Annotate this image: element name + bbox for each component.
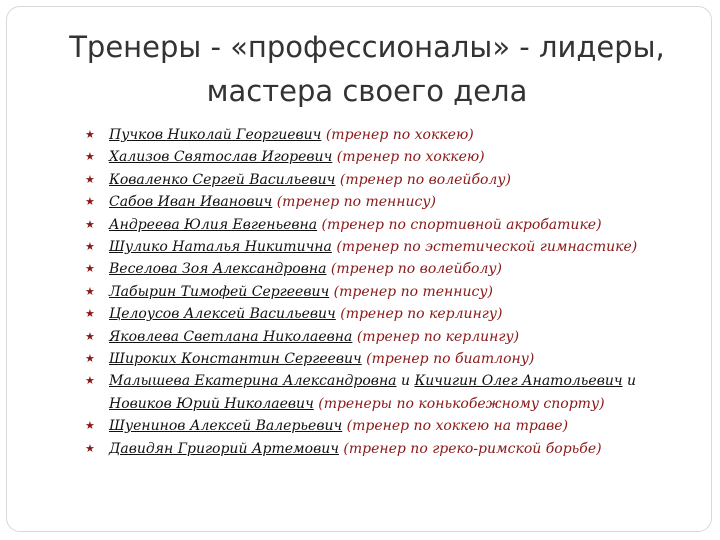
star-icon: ★ xyxy=(85,128,95,141)
slide-title xyxy=(47,25,687,113)
coach-sport: (тренер по хоккею на траве) xyxy=(342,418,569,435)
name-joiner: и xyxy=(396,373,415,390)
coach-name: Хализов Святослав Игоревич xyxy=(109,149,333,166)
coach-name: Веселова Зоя Александровна xyxy=(109,261,327,278)
slide-title-line-2: мастера своего дела xyxy=(206,74,528,108)
star-icon: ★ xyxy=(85,150,95,164)
coach-name: Малышева Екатерина Александровна xyxy=(109,373,397,390)
star-icon: ★ xyxy=(85,441,95,455)
coach-name: Яковлева Светлана Николаевна xyxy=(109,328,353,345)
coach-sport: (тренер по греко-римской борьбе) xyxy=(338,440,602,457)
coach-name: Широких Константин Сергеевич xyxy=(109,351,362,368)
coach-sport: (тренер по теннису) xyxy=(329,283,493,300)
coach-sport: (тренер по керлингу) xyxy=(335,306,503,323)
list-item xyxy=(85,415,675,437)
list-item xyxy=(85,281,675,303)
list-item xyxy=(85,214,675,236)
coach-sport: (тренер по биатлону) xyxy=(361,351,535,368)
star-icon: ★ xyxy=(85,419,95,433)
coach-name: Шулико Наталья Никитична xyxy=(109,239,332,256)
coach-name: Коваленко Сергей Васильевич xyxy=(109,171,336,188)
coach-name-2: Кичигин Олег Анатольевич xyxy=(414,373,623,390)
coaches-list xyxy=(85,124,675,460)
coach-sport: (тренер по теннису) xyxy=(272,194,436,211)
coach-name: Андреева Юлия Евгеньевна xyxy=(109,216,318,233)
coach-sport: (тренер по волейболу) xyxy=(326,261,502,278)
list-item xyxy=(85,348,675,370)
list-item xyxy=(85,370,675,415)
list-item xyxy=(85,236,675,258)
coach-sport: (тренер по спортивной акробатике) xyxy=(317,216,602,233)
coach-sport: (тренер по хоккею) xyxy=(321,127,474,143)
list-item xyxy=(85,258,675,280)
star-icon: ★ xyxy=(85,240,95,254)
list-item xyxy=(85,438,675,460)
star-icon: ★ xyxy=(85,284,95,298)
coach-sport: (тренер по хоккею) xyxy=(332,149,485,166)
list-item xyxy=(85,191,675,213)
star-icon: ★ xyxy=(85,172,95,186)
list-item xyxy=(85,124,675,146)
coach-sport: (тренеры по конькобежному спорту) xyxy=(313,395,605,412)
coach-name: Пучков Николай Георгиевич xyxy=(109,127,322,143)
star-icon: ★ xyxy=(85,352,95,366)
coach-name-3: Новиков Юрий Николаевич xyxy=(109,395,314,412)
star-icon: ★ xyxy=(85,307,95,321)
coach-sport: (тренер по эстетической гимнастике) xyxy=(331,239,638,256)
coach-sport: (тренер по волейболу) xyxy=(335,171,511,188)
star-icon: ★ xyxy=(85,217,95,231)
coach-sport: (тренер по керлингу) xyxy=(352,328,520,345)
coach-name: Шуенинов Алексей Валерьевич xyxy=(109,418,343,435)
list-item xyxy=(85,146,675,168)
coach-name: Лабырин Тимофей Сергеевич xyxy=(109,283,330,300)
star-icon: ★ xyxy=(85,262,95,276)
list-item xyxy=(85,303,675,325)
slide xyxy=(6,6,712,532)
coach-name: Целоусов Алексей Васильевич xyxy=(109,306,336,323)
star-icon: ★ xyxy=(85,329,95,343)
star-icon: ★ xyxy=(85,374,95,388)
star-icon: ★ xyxy=(85,195,95,209)
name-joiner-2: и xyxy=(622,373,637,390)
coach-name: Сабов Иван Иванович xyxy=(109,194,273,211)
coach-name: Давидян Григорий Артемович xyxy=(109,440,339,457)
slide-title-line-1: Тренеры - «профессионалы» - лидеры, xyxy=(69,30,665,64)
list-item xyxy=(85,326,675,348)
list-item xyxy=(85,169,675,191)
